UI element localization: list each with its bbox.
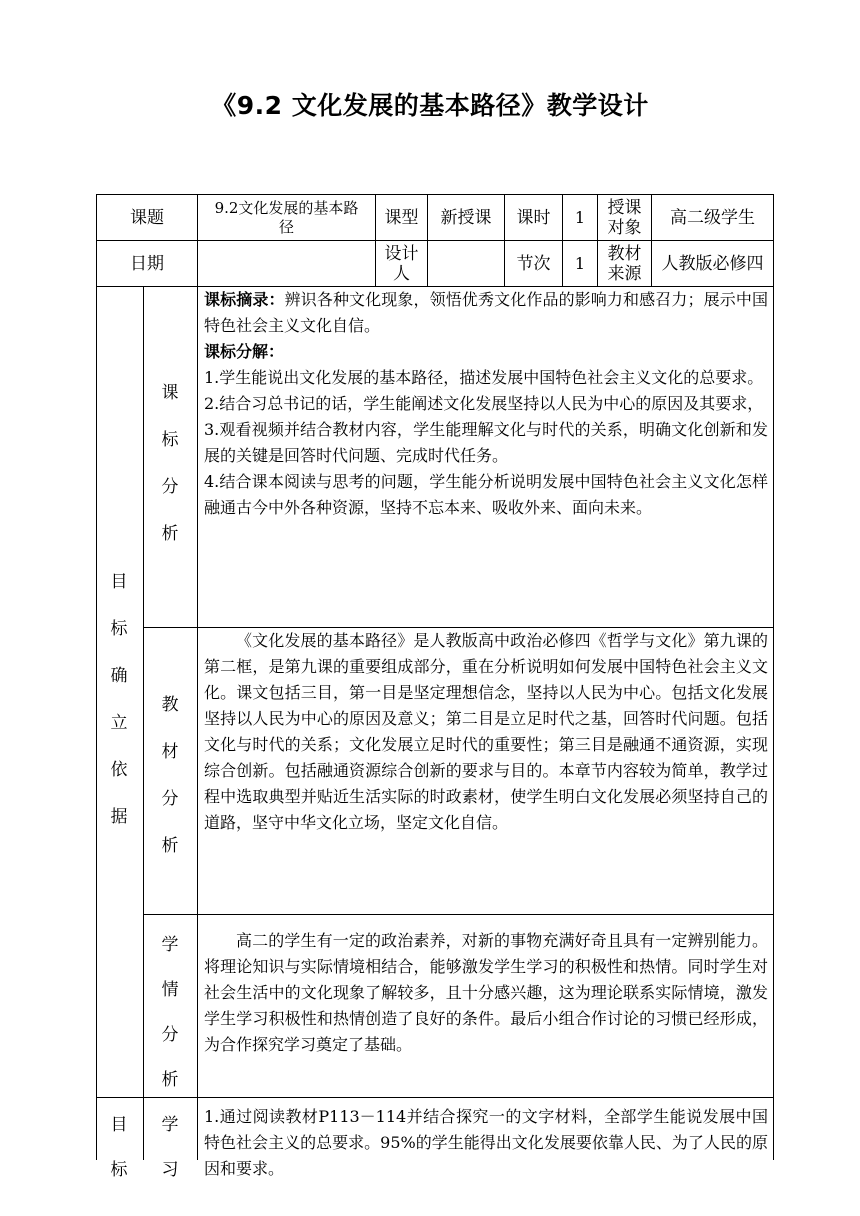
- label-audience: 授课对象: [607, 197, 642, 238]
- curriculum-label: 课 标 分 析: [161, 383, 179, 544]
- learners-label: 学 情 分 析: [161, 935, 179, 1090]
- label-date: 日期: [130, 253, 164, 274]
- label-topic: 课题: [130, 207, 164, 228]
- label-type: 课型: [384, 207, 419, 228]
- label-section: 节次: [516, 253, 551, 274]
- label-designer: 设计人: [384, 243, 419, 284]
- date-value: [198, 241, 375, 286]
- breakdown-item: 1.学生能说出文化发展的基本路径，描述发展中国特色社会主义文化的总要求。: [204, 368, 764, 387]
- excerpt-label: 课标摘录：: [204, 290, 285, 309]
- learner-analysis-text: 高二的学生有一定的政治素养，对新的事物充满好奇且具有一定辨别能力。将理论知识与实际情境相结合，能够激发学生学习的积极性和热情。同时学生对社会生活中的文化现象了解较多，且十分感兴趣，这为理论联系实际情境，激发学生学习积极性和热情创造了良好的条件。最后小组合作讨论的习惯已经形成，为合作探究学习奠定了基础。: [204, 931, 768, 1054]
- document-title: 《9.2 文化发展的基本路径》教学设计: [211, 91, 649, 120]
- textbook-analysis-text: 《文化发展的基本路径》是人教版高中政治必修四《哲学与文化》第九课的第二框，是第九课的重要组成部分，重在分析说明如何发展中国特色社会主义文化。课文包括三目，第一目是坚定理想信念，坚持以人民为中心。包括文化发展坚持以人民为中心的原因及意义；第二目是立足时代之基，回答时代问题。包括文化与时代的关系；文化发展立足时代的重要性；第三目是融通不通资源，实现综合创新。包括融通资源综合创新的要求与目的。本章节内容较为简单，教学过程中选取典型并贴近生活实际的时政素材，使学生明白文化发展必须坚持自己的道路，坚守中华文化立场，坚定文化自信。: [204, 631, 768, 832]
- label-hours: 课时: [516, 207, 551, 228]
- audience-value: 高二级学生: [670, 207, 755, 228]
- textbook-analysis: [204, 628, 768, 836]
- topic-value: 9.2文化发展的基本路径: [214, 198, 359, 236]
- breakdown-item: 2.结合习总书记的话，学生能阐述文化发展坚持以人民为中心的原因及其要求，: [204, 394, 764, 413]
- learner-analysis: [204, 928, 768, 1058]
- textbook-label: 教 材 分 析: [161, 695, 179, 856]
- breakdown-label: 课标分解：: [204, 342, 285, 361]
- learning-label: 学 习: [161, 1115, 179, 1180]
- breakdown-item: 3.观看视频并结合教材内容，学生能理解文化与时代的关系，明确文化创新和发展的关键是回答时代问题、完成时代任务。: [204, 420, 768, 465]
- excerpt-text: 辨识各种文化现象，领悟优秀文化作品的影响力和感召力；展示中国特色社会主义文化自信。: [204, 290, 768, 335]
- learning-goal-text: 1.通过阅读教材P113－114并结合探究一的文字材料，全部学生能说发展中国特色社会主义的总要求。95%的学生能得出文化发展要依靠人民、为了人民的原因和要求。: [204, 1107, 768, 1178]
- type-value: 新授课: [440, 207, 492, 228]
- breakdown-item: 4.结合课本阅读与思考的问题，学生能分析说明发展中国特色社会主义文化怎样融通古今中外各种资源，坚持不忘本来、吸收外来、面向未来。: [204, 472, 768, 517]
- section-value: 1: [574, 253, 586, 273]
- source-value: 人教版必修四: [661, 253, 764, 274]
- designer-value: [428, 241, 504, 286]
- label-source: 教材来源: [607, 243, 642, 284]
- basis-group-label: 目 标 确 立 依 据: [110, 572, 128, 827]
- learning-goals: [204, 1104, 768, 1182]
- goals-group-label: 目 标: [110, 1115, 128, 1180]
- hours-value: 1: [574, 207, 586, 227]
- curriculum-analysis: [204, 287, 768, 521]
